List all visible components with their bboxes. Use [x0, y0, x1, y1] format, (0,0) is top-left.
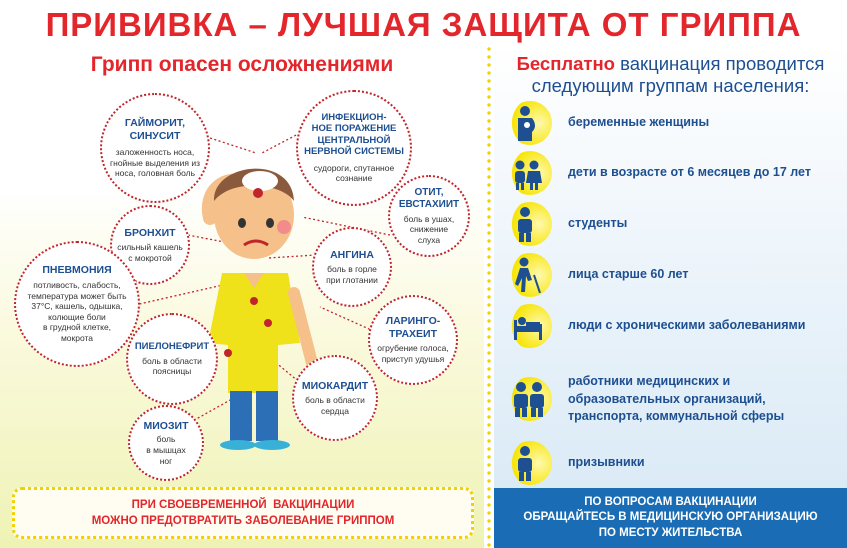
prevention-line-1: ПРИ СВОЕВРЕМЕННОЙ ВАКЦИНАЦИИ: [131, 498, 355, 511]
pneumonia-desc: потливость, слабость, температура может быть 37°С, кашель, одышка, колющие боли в грудной клетке, мокрота: [27, 279, 127, 344]
myositis-title: МИОЗИТ: [143, 419, 189, 432]
pregnant-woman-icon: [498, 101, 552, 145]
circle-sinusitis: [100, 93, 210, 203]
otitis-desc: боль в ушах, снижение слуха: [403, 213, 455, 245]
angina-desc: боль в горле при глотании: [326, 264, 378, 285]
group-label: призывники: [568, 455, 645, 470]
otitis-title: ОТИТ, ЕВСТАХИИТ: [398, 186, 460, 210]
myositis-desc: боль в мышцах ног: [146, 434, 186, 466]
free-vaccination-panel: [494, 45, 847, 548]
pneumonia-title: ПНЕВМОНИЯ: [42, 264, 112, 277]
group-row-conscripts: [494, 441, 847, 485]
laryngotracheitis-desc: огрубение голоса, приступ удушья: [377, 343, 449, 365]
bronchitis-desc: сильный кашель с мокротой: [117, 242, 183, 263]
workers-icon: [498, 377, 552, 421]
cns-infection-title: ИНФЕКЦИОН- НОЕ ПОРАЖЕНИЕ ЦЕНТРАЛЬНОЙ НЕРВНОЙ СИСТЕМЫ: [304, 112, 404, 158]
group-row-chronic: [494, 304, 847, 348]
heading-line-2: следующим группам населения:: [531, 75, 810, 97]
bronchitis-title: БРОНХИТ: [124, 226, 176, 239]
group-row-elderly: [494, 253, 847, 297]
circle-pyelonephritis: [126, 313, 218, 405]
conscript-icon: [498, 441, 552, 485]
sinusitis-title: ГАЙМОРИТ, СИНУСИТ: [124, 116, 186, 142]
circle-angina: [312, 227, 392, 307]
circle-laryngotracheitis: [368, 295, 458, 385]
pyelonephritis-desc: боль в области поясницы: [142, 355, 202, 377]
free-word: Бесплатно: [516, 53, 615, 74]
contact-line-2: ОБРАЩАЙТЕСЬ В МЕДИЦИНСКУЮ ОРГАНИЗАЦИЮ: [523, 511, 818, 524]
heading-rest: вакцинация проводится: [614, 53, 825, 74]
circle-myositis: [128, 405, 204, 481]
angina-title: АНГИНА: [330, 248, 374, 261]
patient-bed-icon: [498, 304, 552, 348]
sinusitis-desc: заложенность носа, гнойные выделения из носа, головная боль: [110, 147, 200, 179]
group-row-pregnant: [494, 101, 847, 145]
group-label: люди с хроническими заболеваниями: [568, 318, 806, 333]
group-label: дети в возрасте от 6 месяцев до 17 лет: [568, 165, 811, 180]
group-label: студенты: [568, 216, 628, 231]
elderly-person-icon: [498, 253, 552, 297]
group-label: беременные женщины: [568, 115, 710, 130]
pyelonephritis-title: ПИЕЛОНЕФРИТ: [134, 341, 210, 353]
circle-otitis: [388, 175, 470, 257]
laryngotracheitis-title: ЛАРИНГО- ТРАХЕИТ: [385, 315, 441, 340]
free-vaccination-heading: [494, 53, 847, 97]
student-icon: [498, 202, 552, 246]
dotted-divider: [487, 45, 491, 548]
group-row-children: [494, 151, 847, 195]
complications-subtitle: Грипп опасен осложнениями: [90, 53, 394, 76]
group-label: работники медицинских и образовательных организаций, транспорта, коммунальной сферы: [568, 374, 785, 423]
circle-cns-infection: [296, 90, 412, 206]
myocarditis-desc: боль в области сердца: [305, 395, 365, 416]
group-row-workers: [494, 373, 847, 426]
contact-line-3: ПО МЕСТУ ЖИТЕЛЬСТВА: [598, 526, 743, 539]
children-icon: [498, 151, 552, 195]
myocarditis-title: МИОКАРДИТ: [301, 379, 369, 392]
prevention-line-2: МОЖНО ПРЕДОТВРАТИТЬ ЗАБОЛЕВАНИЕ ГРИППОМ: [91, 515, 395, 527]
complications-panel: [0, 45, 484, 548]
contact-line-1: ПО ВОПРОСАМ ВАКЦИНАЦИИ: [584, 495, 757, 508]
circle-myocarditis: [292, 355, 378, 441]
vaccination-prevention-banner: [12, 487, 474, 539]
poster-title: ПРИВИВКА – ЛУЧШАЯ ЗАЩИТА ОТ ГРИППА: [45, 6, 802, 43]
cns-infection-desc: судороги, спутанное сознание: [313, 162, 395, 184]
group-label: лица старше 60 лет: [568, 267, 689, 282]
contact-banner: [494, 488, 847, 548]
group-row-students: [494, 202, 847, 246]
circle-pneumonia: [14, 241, 140, 367]
